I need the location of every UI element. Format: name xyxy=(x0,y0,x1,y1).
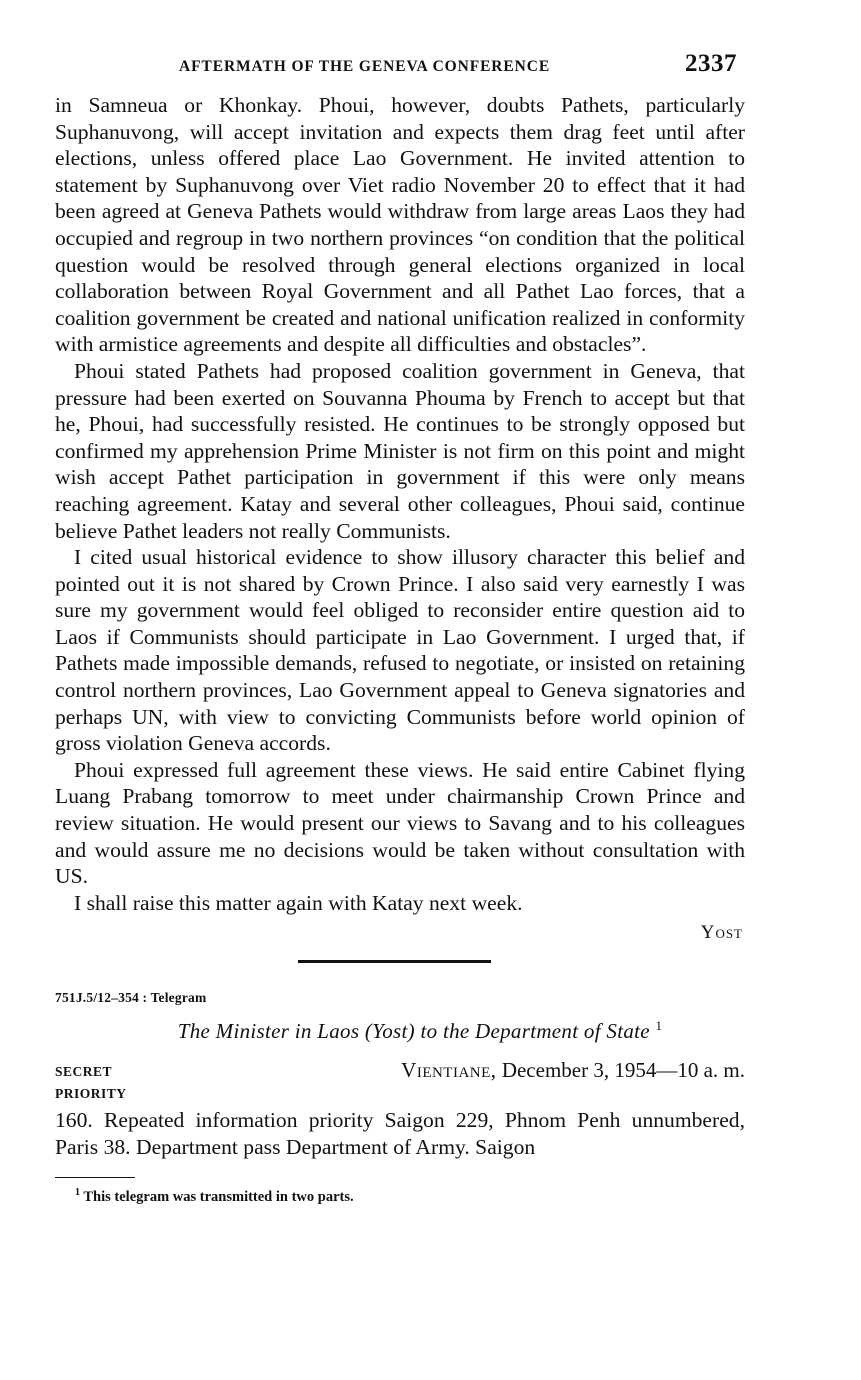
footnote-divider xyxy=(55,1177,135,1179)
paragraph-continuation: in Samneua or Khonkay. Phoui, however, doubts Pathets, particularly Suphanuvong, will accept invitation and expects them drag feet until after elections, unless offered place Lao Government. He invited attention to statement by Suphanuvong over Viet radio November 20 to effect that it had been agreed at Geneva Pathets would withdraw from large areas Laos they had occupied and regroup in two northern provinces “on condition that the political question would be resolved through general elections organized in local collaboration between Royal Government and all Pathet Lao forces, that a coalition government be created and national unification realized in conformity with armistice agreements and despite all difficulties and obstacles”. xyxy=(55,93,745,357)
paragraph-evidence: I cited usual historical evidence to show illusory character this belief and pointed out it is not shared by Crown Prince. I also said very earnestly I was sure my government would feel obliged to reconsider entire question aid to Laos if Communists should participate in Lao Government. I urged that, if Pathets made impossible demands, refused to negotiate, or insisted on retaining control northern provinces, Lao Government appeal to Geneva signatories and perhaps UN, with view to convicting Communists before world opinion of gross violation Geneva accords. xyxy=(55,545,745,756)
document-heading xyxy=(55,1018,745,1044)
document-heading-text: The Minister in Laos (Yost) to the Department of State xyxy=(177,1019,650,1044)
footnote-text: This telegram was transmitted in two parts. xyxy=(83,1188,354,1205)
telegram-meta xyxy=(55,1058,745,1086)
footnote xyxy=(55,1187,745,1206)
heading-footnote-marker: 1 xyxy=(655,1018,663,1034)
telegram-opening: 160. Repeated information priority Saigon 229, Phnom Penh unnumbered, Paris 38. Department pass Department of Army. Saigon xyxy=(55,1108,745,1159)
page-number: 2337 xyxy=(685,50,737,77)
paragraph-coalition: Phoui stated Pathets had proposed coalition government in Geneva, that pressure had been exerted on Souvanna Phouma by French to accept but that he, Phoui, had successfully resisted. He continues to be strongly opposed but confirmed my apprehension Prime Minister is not firm on this point and might wish accept Pathet participation in government if this were only means reaching agreement. Katay and several other colleagues, Phoui said, continue believe Pathet leaders not really Communists. xyxy=(55,358,745,543)
classification-label: SECRET xyxy=(55,1064,113,1080)
signature: Yost xyxy=(700,922,743,944)
dateline-date: December 3, 1954—10 a. m. xyxy=(496,1058,745,1083)
footnote-marker: 1 xyxy=(75,1187,80,1199)
running-title: AFTERMATH OF THE GENEVA CONFERENCE xyxy=(179,58,551,75)
priority-label: PRIORITY xyxy=(55,1086,127,1102)
section-divider xyxy=(298,960,491,963)
dateline xyxy=(401,1058,745,1083)
paragraph-agreement: Phoui expressed full agreement these views. He said entire Cabinet flying Luang Prabang tomorrow to meet under chairmanship Crown Prince and review situation. He would present our views to Savang and to his colleagues and would assure me no decisions would be taken without consultation with US. xyxy=(55,757,745,889)
file-reference: 751J.5/12–354 : Telegram xyxy=(55,990,207,1006)
document-page xyxy=(55,48,745,1206)
dateline-city: Vientiane, xyxy=(401,1058,497,1083)
paragraph-closing: I shall raise this matter again with Katay next week. xyxy=(74,890,523,915)
body-text xyxy=(55,92,745,916)
running-head xyxy=(55,48,745,82)
